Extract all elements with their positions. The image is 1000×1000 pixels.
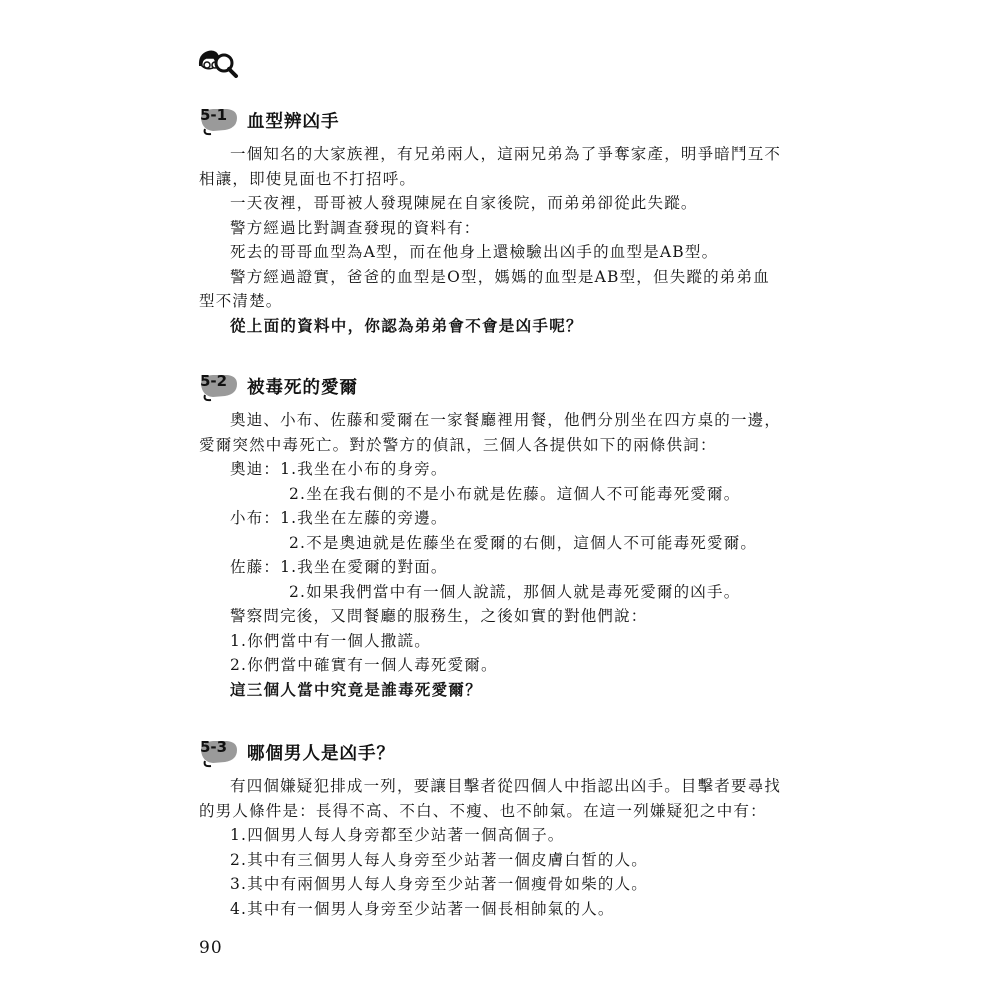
paragraph-line: 一天夜裡，哥哥被人發現陳屍在自家後院，而弟弟卻從此失蹤。 (230, 194, 698, 212)
paragraph-line: 一個知名的大家族裡，有兄弟兩人，這兩兄弟為了爭奪家產，明爭暗鬥互不 (230, 145, 782, 163)
detective-magnifier-icon (196, 46, 240, 78)
paragraph-line: 奧迪、小布、佐藤和愛爾在一家餐廳裡用餐，他們分別坐在四方桌的一邊， (230, 411, 782, 429)
list-item: 2.你們當中確實有一個人毒死愛爾。 (230, 656, 498, 674)
statement-line: 佐藤：1.我坐在愛爾的對面。 (230, 558, 448, 576)
statement-line: 2.坐在我右側的不是小布就是佐藤。這個人不可能毒死愛爾。 (289, 484, 741, 503)
statement-line: 小布：1.我坐在左藤的旁邊。 (230, 509, 448, 527)
list-item: 2.其中有三個男人每人身旁至少站著一個皮膚白皙的人。 (230, 850, 648, 869)
section-5-3 (199, 736, 799, 921)
statement-line: 奧迪：1.我坐在小布的身旁。 (230, 460, 448, 478)
section-heading (199, 736, 799, 768)
paragraph-line: 警方經過證實，爸爸的血型是O型，媽媽的血型是AB型，但失蹤的弟弟血 (230, 267, 770, 286)
section-number: 5-2 (200, 372, 228, 390)
list-item: 4.其中有一個男人身旁至少站著一個長相帥氣的人。 (230, 899, 615, 918)
section-number: 5-3 (200, 738, 228, 756)
paragraph-line: 警察問完後，又問餐廳的服務生，之後如實的對他們說： (230, 607, 648, 625)
paragraph-line: 警方經過比對調查發現的資料有： (230, 218, 481, 237)
section-5-2 (199, 370, 799, 702)
section-title: 血型辨凶手 (247, 112, 340, 132)
statement-line: 2.如果我們當中有一個人說謊，那個人就是毒死愛爾的凶手。 (289, 582, 741, 601)
paragraph-line: 死去的哥哥血型為A型，而在他身上還檢驗出凶手的血型是AB型。 (230, 243, 719, 261)
list-item: 1.你們當中有一個人撒謊。 (230, 631, 431, 650)
paragraph-line: 愛爾突然中毒死亡。對於警方的偵訊，三個人各提供如下的兩條供詞： (199, 435, 717, 454)
paragraph-line: 型不清楚。 (199, 292, 283, 310)
list-item: 1.四個男人每人身旁都至少站著一個高個子。 (230, 826, 565, 844)
paragraph-line: 的男人條件是：長得不高、不白、不瘦、也不帥氣。在這一列嫌疑犯之中有： (199, 801, 767, 820)
statement-line: 2.不是奧迪就是佐藤坐在愛爾的右側，這個人不可能毒死愛爾。 (289, 533, 758, 552)
question-line: 從上面的資料中，你認為弟弟會不會是凶手呢？ (230, 316, 583, 335)
section-number: 5-1 (200, 106, 228, 124)
list-item: 3.其中有兩個男人每人身旁至少站著一個瘦骨如柴的人。 (230, 875, 648, 893)
section-title: 哪個男人是凶手？ (247, 744, 395, 764)
section-heading (199, 104, 799, 136)
section-heading (199, 370, 799, 402)
section-5-1 (199, 104, 799, 338)
question-line: 這三個人當中究竟是誰毒死愛爾？ (230, 680, 483, 699)
paragraph-line: 有四個嫌疑犯排成一列，要讓目擊者從四個人中指認出凶手。目擊者要尋找 (230, 777, 782, 795)
paragraph-line: 相讓，即使見面也不打招呼。 (199, 169, 417, 188)
page-number: 90 (199, 938, 223, 958)
section-title: 被毒死的愛爾 (247, 378, 358, 398)
